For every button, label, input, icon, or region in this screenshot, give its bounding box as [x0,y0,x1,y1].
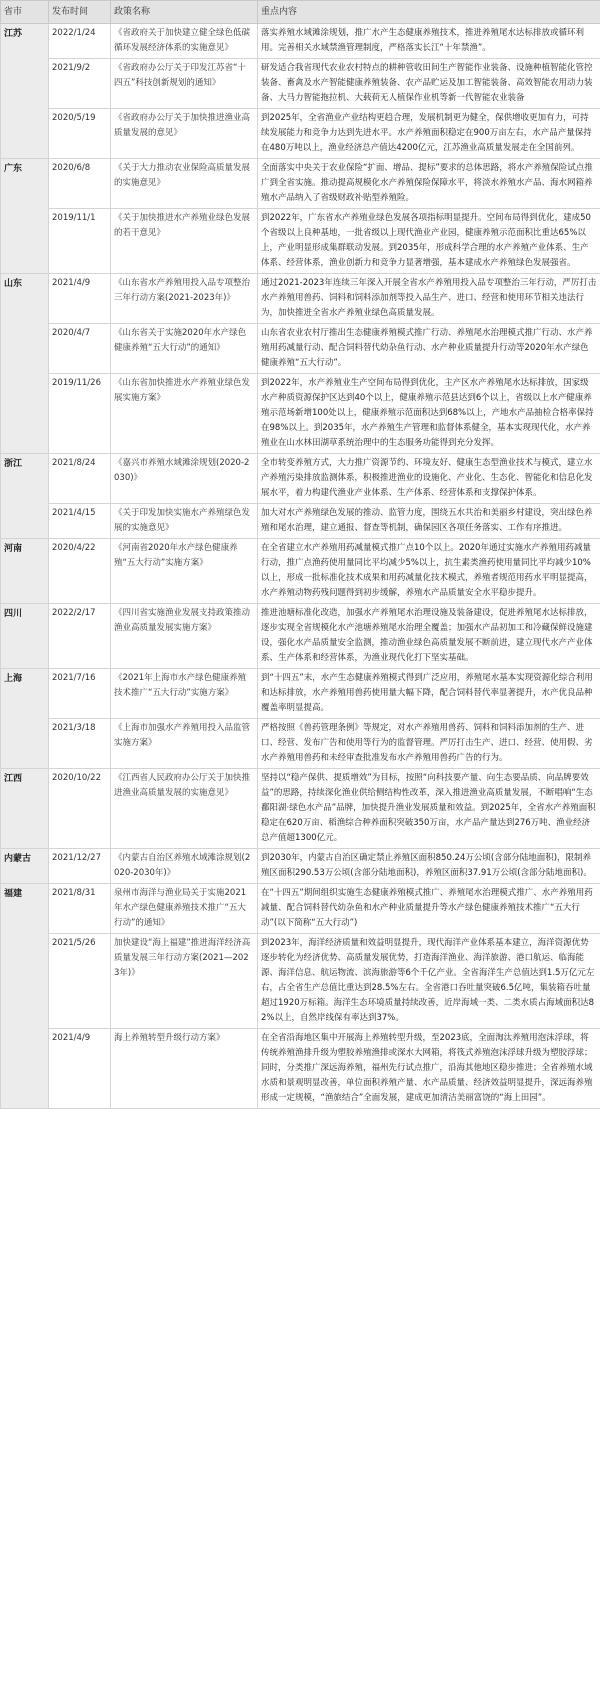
policy-name-cell: 《省政府关于加快建立健全绿色低碳循环发展经济体系的实施意见》 [111,24,258,59]
header-key-content: 重点内容 [258,1,600,24]
date-cell: 2021/3/18 [49,719,111,769]
policy-name-cell: 《关于加快推进水产养殖业绿色发展的若干意见》 [111,209,258,274]
date-cell: 2021/4/9 [49,1029,111,1109]
date-cell: 2021/12/27 [49,849,111,884]
policy-name-cell: 泉州市海洋与渔业局关于实施2021年水产绿色健康养殖技术推广“五大行动”的通知》 [111,884,258,934]
key-content-cell: 加大对水产养殖绿色发展的推动、监管力度，围绕五水共治和美丽乡村建设，突出绿色养殖和尾水治理，建立通报、督查等机制，确保园区各项任务落实、工作有序推进。 [258,504,600,539]
table-row [1,769,600,849]
key-content-cell: 到2023年，海洋经济质量和效益明显提升，现代海洋产业体系基本建立，海洋资源优势逐步转化为经济优势、高质量发展优势，打造海洋渔业、海洋旅游、港口航运、临海能源、海洋信息、航运物流、滨海旅游等6个千亿产业。全省海洋生产总值达到1.5万亿元左右，占全省生产总值比重达到28.5%左右。全省港口吞吐量突破6.5亿吨，集装箱吞吐量超过1920万标箱。海洋生态环境质量持续改善，近岸海域一类、二类水质占海域面积达82%以上，自然岸线保有率达到37%。 [258,934,600,1029]
table-row [1,669,600,719]
policy-name-cell: 《关于大力推动农业保险高质量发展的实施意见》 [111,159,258,209]
key-content-cell: 到2030年，内蒙古自治区确定禁止养殖区面积850.24万公顷(含部分陆地面积)，限制养殖区面积290.53万公顷(含部分陆地面积)，养殖区面积37.91万公顷(含部分陆地面积)。 [258,849,600,884]
date-cell: 2021/8/31 [49,884,111,934]
key-content-cell: 推进池塘标准化改造，加强水产养殖尾水治理设施及装备建设，促进养殖尾水达标排放，逐步实现全省规模化水产池塘养殖尾水治理全覆盖；加强水产品初加工和冷藏保鲜设施建设，强化水产品质量安全监测，推动渔业绿色高质量发展不断前进，建立现代水产产业体系、生产体系和经营体系，为渔业现代化打下坚实基础。 [258,604,600,669]
policy-name-cell: 《山东省关于实施2020年水产绿色健康养殖“五大行动”的通知》 [111,324,258,374]
policy-name-cell: 《嘉兴市养殖水域滩涂规划(2020-2030)》 [111,454,258,504]
province-cell: 内蒙古 [1,849,49,884]
date-cell: 2020/5/19 [49,109,111,159]
key-content-cell: 山东省农业农村厅推出生态健康养殖模式推广行动、养殖尾水治理模式推广行动、水产养殖用药减量行动、配合饲料替代幼杂鱼行动、水产种业质量提升行动等2020年水产绿色健康养殖“五大行动”。 [258,324,600,374]
table-row [1,604,600,669]
date-cell: 2022/2/17 [49,604,111,669]
table-row [1,59,600,109]
province-cell: 上海 [1,669,49,769]
table-row [1,1029,600,1109]
date-cell: 2021/8/24 [49,454,111,504]
date-cell: 2020/6/8 [49,159,111,209]
policy-name-cell: 《山东省水产养殖用投入品专项整治三年行动方案(2021-2023年)》 [111,274,258,324]
header-province: 省市 [1,1,49,24]
policy-name-cell: 加快建设“海上福建”推进海洋经济高质量发展三年行动方案(2021—2023年)》 [111,934,258,1029]
table-row [1,849,600,884]
table-row [1,109,600,159]
table-body [1,24,600,1109]
policy-name-cell: 《上海市加强水产养殖用投入品监管实施方案》 [111,719,258,769]
date-cell: 2021/4/9 [49,274,111,324]
date-cell: 2020/4/22 [49,539,111,604]
key-content-cell: 全面落实中央关于农业保险“扩面、增品、提标”要求的总体思路，将水产养殖保险试点推广到全省实施。推动提高规模化水产养殖保险保障水平，将淡水养殖水产品、海水网箱养殖水产品纳入了省级财政补贴型养殖险。 [258,159,600,209]
table-row [1,374,600,454]
province-cell: 江西 [1,769,49,849]
header-row [1,1,600,24]
key-content-cell: 到“十四五”末，水产生态健康养殖模式得到广泛应用，养殖尾水基本实现资源化综合利用和达标排放，水产养殖用兽药使用量大幅下降，配合饲料替代率显著提升，水产优良品种覆盖率明显提高。 [258,669,600,719]
table-row [1,24,600,59]
key-content-cell: 在“十四五”期间组织实施生态健康养殖模式推广、养殖尾水治理模式推广、水产养殖用药减量、配合饲料替代幼杂鱼和水产种业质量提升等水产绿色健康养殖技术推广“五大行动”(以下简称“五大行动”) [258,884,600,934]
policy-name-cell: 海上养殖转型升级行动方案》 [111,1029,258,1109]
table-row [1,274,600,324]
date-cell: 2021/7/16 [49,669,111,719]
policy-name-cell: 《省政府办公厅关于加快推进渔业高质量发展的意见》 [111,109,258,159]
province-cell: 江苏 [1,24,49,159]
date-cell: 2022/1/24 [49,24,111,59]
policy-name-cell: 《江西省人民政府办公厅关于加快推进渔业高质量发展的实施意见》 [111,769,258,849]
policy-name-cell: 《内蒙古自治区养殖水域滩涂规划(2020-2030年)》 [111,849,258,884]
table-row [1,539,600,604]
key-content-cell: 坚持以“稳产保供、提质增效”为目标，按照“向科技要产量、向生态要品质、向品牌要效益”的思路，持续深化渔业供给侧结构性改革，深入推进渔业高质量发展，不断唱响“生态鄱阳湖·绿色水产品”品牌，加快提升渔业发展质量和效益。到2025年，全省水产养殖面积稳定在620万亩、稻渔综合种养面积突破350万亩，水产品产量达到276万吨、渔业经济总产值超1300亿元。 [258,769,600,849]
policy-name-cell: 《四川省实施渔业发展支持政策推动渔业高质量发展实施方案》 [111,604,258,669]
policy-name-cell: 《2021年上海市水产绿色健康养殖技术推广“五大行动”实施方案》 [111,669,258,719]
policy-name-cell: 《关于印发加快实施水产养殖绿色发展的实施意见》 [111,504,258,539]
key-content-cell: 落实养殖水域滩涂规划，推广水产生态健康养殖技术，推进养殖尾水达标排放或循环利用。完善相关水域禁渔管理制度，严格落实长江“十年禁渔”。 [258,24,600,59]
key-content-cell: 在全省沿海地区集中开展海上养殖转型升级，至2023底，全面淘汰养殖用泡沫浮球，将传统养殖渔排升级为塑胶养殖渔排或深水大网箱，将筏式养殖泡沫浮球升级为塑胶浮球；同时，分类推广深远海养殖，福州先行试点推广，沿海其他地区稳步推进；全省养殖水域水质和景观明显改善，单位面积养殖产量、水产品质量、经济效益明显提升，深远海养殖形成一定规模，“渔旅结合”全面发展，建成更加清洁美丽富饶的“海上田园”。 [258,1029,600,1109]
key-content-cell: 到2022年，广东省水产养殖业绿色发展各项指标明显提升。空间布局得到优化，建成50个省级以上良种基地，一批省级以上现代渔业产业园，健康养殖示范面积比重达65%以上，产业明显形成集群联动发展。到2035年，形成科学合理的水产养殖产业体系、生产体系、经营体系，渔业创新力和竞争力显著增强，基本建成水产养殖绿色发展强省。 [258,209,600,274]
province-cell: 福建 [1,884,49,1109]
province-cell: 山东 [1,274,49,454]
table-row [1,719,600,769]
key-content-cell: 研发适合我省现代农业农村特点的耕种管收田间生产智能作业装备、设施种植智能化管控装备、畜禽及水产智能健康养殖装备、农产品贮运及加工智能装备、高效智能农用动力装备、大马力智能拖拉机、大载荷无人植保作业机等新一代智能农业装备 [258,59,600,109]
header-policy-name: 政策名称 [111,1,258,24]
table-row [1,324,600,374]
date-cell: 2019/11/26 [49,374,111,454]
table-row [1,884,600,934]
province-cell: 广东 [1,159,49,274]
table-row [1,454,600,504]
province-cell: 浙江 [1,454,49,539]
table-row [1,934,600,1029]
key-content-cell: 到2022年，水产养殖业生产空间布局得到优化，主产区水产养殖尾水达标排放，国家级水产种质资源保护区达到40个以上，健康养殖示范县达到6个以上，省级以上水产健康养殖示范场新增100处以上，健康养殖示范面积达到68%以上，产地水产品抽检合格率保持在98%以上。到2035年，水产养殖生产管理和监督体系健全，基本实现现代化，水产养殖业在山水林田湖草系统治理中的生态服务功能得到充分发挥。 [258,374,600,454]
province-cell: 河南 [1,539,49,604]
policy-name-cell: 《河南省2020年水产绿色健康养殖“五大行动”实施方案》 [111,539,258,604]
province-cell: 四川 [1,604,49,669]
key-content-cell: 严格按照《兽药管理条例》等规定，对水产养殖用兽药、饲料和饲料添加剂的生产、进口、经营、发布广告和使用等行为的监督管理。严厉打击生产、进口、经营、使用假、劣水产养殖用兽药和未经审查批准发布水产养殖用兽药广告的行为。 [258,719,600,769]
key-content-cell: 到2025年，全省渔业产业结构更趋合理，发展机制更为健全，保供增收更加有力，可持续发展能力和竞争力达到先进水平。水产养殖面积稳定在900万亩左右，水产品产量保持在480万吨以上，渔业经济总产值达4200亿元，江苏渔业高质量发展走在全国前列。 [258,109,600,159]
table-row [1,504,600,539]
date-cell: 2020/4/7 [49,324,111,374]
key-content-cell: 全市转变养殖方式，大力推广资源节约、环境友好、健康生态型渔业技术与模式，建立水产养殖污染排放监测体系，积极推进渔业的设施化、产业化、生态化、智能化和信息化发展水平，着力构建代渔业产业体系、生产体系、经营体系和支撑保护体系。 [258,454,600,504]
header-date: 发布时间 [49,1,111,24]
table-row [1,209,600,274]
date-cell: 2021/4/15 [49,504,111,539]
key-content-cell: 在全省建立水产养殖用药减量模式推广点10个以上。2020年通过实施水产养殖用药减量行动，推广点渔药使用量同比平均减少5%以上，抗生素类渔药使用量同比平均减少10%以上，形成一批标准化技术成果和用药减量化技术模式，养殖者规范用药水平明显提高，水产养殖动物药残问题得到初步缓解，养殖水产品质量安全水平稳步提升。 [258,539,600,604]
policy-name-cell: 《省政府办公厅关于印发江苏省“十四五”科技创新规划的通知》 [111,59,258,109]
table-row [1,159,600,209]
policy-name-cell: 《山东省加快推进水产养殖业绿色发展实施方案》 [111,374,258,454]
key-content-cell: 通过2021-2023年连续三年深入开展全省水产养殖用投入品专项整治三年行动，严厉打击水产养殖用兽药、饲料和饲料添加剂等投入品生产、进口、经营和使用环节相关违法行为，加快推进全省水产养殖业绿色高质量发展。 [258,274,600,324]
date-cell: 2021/5/26 [49,934,111,1029]
date-cell: 2019/11/1 [49,209,111,274]
date-cell: 2021/9/2 [49,59,111,109]
date-cell: 2020/10/22 [49,769,111,849]
